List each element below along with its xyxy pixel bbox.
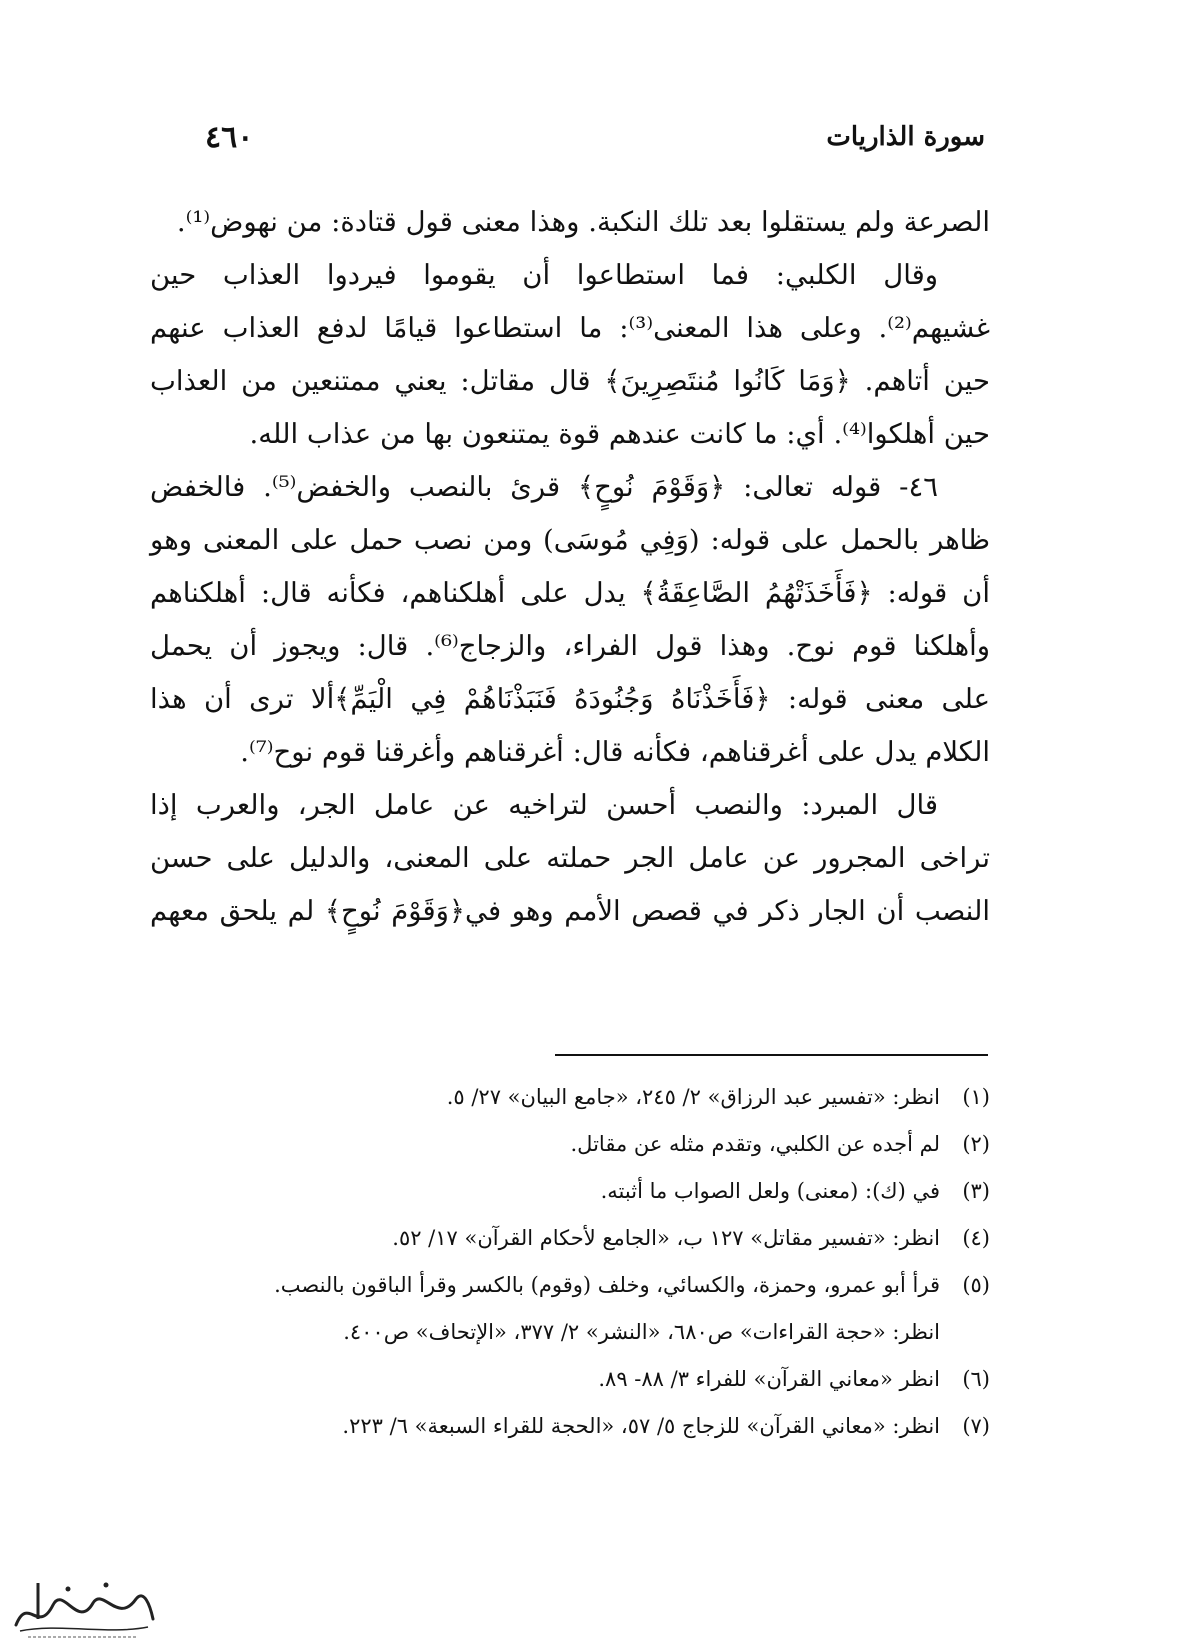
footnote-number: (٦) [962, 1367, 990, 1391]
footnote-continuation: انظر: «حجة القراءات» ص٦٨٠، «النشر» ٢/ ٣٧٧، «الإتحاف» ص٤٠٠. [343, 1320, 940, 1344]
footnote-number: (٧) [962, 1414, 990, 1438]
footnote [190, 1403, 990, 1450]
footnote-text: قرأ أبو عمرو، وحمزة، والكسائي، وخلف (وقوم) بالكسر وقرأ الباقون بالنصب. [274, 1273, 940, 1297]
surah-title: سورة الذاريات [826, 122, 985, 152]
footnote-text: انظر: «تفسير مقاتل» ١٢٧ ب، «الجامع لأحكام القرآن» ١٧/ ٥٢. [392, 1226, 940, 1250]
text-line: الصرعة ولم يستقلوا بعد تلك النكبة. وهذا معنى قول قتادة: من نهوض⁽¹⁾. [176, 206, 990, 238]
text-line: ظاهر بالحمل على قوله: (وَفِي مُوسَى) ومن نصب حمل على المعنى وهو [150, 524, 990, 556]
text-line: حين أهلكوا⁽⁴⁾. أي: ما كانت عندهم قوة يمتنعون بها من عذاب الله. [249, 418, 990, 450]
footnote [190, 1262, 990, 1309]
footnote-number: (٣) [962, 1179, 990, 1203]
footnote-number: (٢) [962, 1132, 990, 1156]
text-line: غشيهم⁽²⁾. وعلى هذا المعنى⁽³⁾: ما استطاعوا قيامًا لدفع العذاب عنهم [150, 312, 990, 344]
footnote-text: انظر «معاني القرآن» للفراء ٣/ ٨٨- ٨٩. [598, 1367, 940, 1391]
text-line: حين أتاهم. ﴿وَمَا كَانُوا مُنتَصِرِينَ﴾ قال مقاتل: يعني ممتنعين من العذاب [150, 365, 990, 397]
text-line: على معنى قوله: ﴿فَأَخَذْنَاهُ وَجُنُودَهُ فَنَبَذْنَاهُمْ فِي الْيَمِّ﴾ألا ترى أن هذا [150, 683, 990, 715]
footnote-text: لم أجده عن الكلبي، وتقدم مثله عن مقاتل. [570, 1132, 940, 1156]
text-line: وقال الكلبي: فما استطاعوا أن يقوموا فيردوا العذاب حين [150, 259, 938, 291]
footnote-number: (١) [962, 1085, 990, 1109]
page-header [205, 112, 985, 162]
footnote [190, 1356, 990, 1403]
footnote-number: (٥) [962, 1273, 990, 1297]
text-line: ٤٦- قوله تعالى: ﴿وَقَوْمَ نُوحٍ﴾ قرئ بالنصب والخفض⁽⁵⁾. فالخفض [150, 471, 938, 503]
footnote-text: في (ك): (معنى) ولعل الصواب ما أثبته. [600, 1179, 940, 1203]
page-number: ٤٦٠ [205, 119, 254, 155]
text-line: تراخى المجرور عن عامل الجر حملته على المعنى، والدليل على حسن [150, 842, 990, 874]
footnote-divider [555, 1054, 988, 1056]
main-text [150, 196, 990, 938]
footnote [190, 1168, 990, 1215]
text-line: النصب أن الجار ذكر في قصص الأمم وهو في﴿وَقَوْمَ نُوحٍ﴾ لم يلحق معهم [150, 895, 990, 927]
footnotes [190, 1074, 990, 1450]
footnote-number: (٤) [962, 1226, 990, 1250]
text-line: قال المبرد: والنصب أحسن لتراخيه عن عامل الجر، والعرب إذا [150, 789, 938, 821]
footnote [190, 1215, 990, 1262]
footnote-text: انظر: «تفسير عبد الرزاق» ٢/ ٢٤٥، «جامع البيان» ٢٧/ ٥. [446, 1085, 940, 1109]
text-line: وأهلكنا قوم نوح. وهذا قول الفراء، والزجاج⁽⁶⁾. قال: ويجوز أن يحمل [150, 630, 991, 662]
footnote-text: انظر: «معاني القرآن» للزجاج ٥/ ٥٧، «الحجة للقراء السبعة» ٦/ ٢٢٣. [342, 1414, 940, 1438]
text-line: الكلام يدل على أغرقناهم، فكأنه قال: أغرقناهم وأغرقنا قوم نوح⁽⁷⁾. [240, 736, 990, 768]
publisher-logo [8, 1575, 158, 1643]
text-line: أن قوله: ﴿فَأَخَذَتْهُمُ الصَّاعِقَةُ﴾ يدل على أهلكناهم، فكأنه قال: أهلكناهم [150, 577, 990, 609]
footnote [190, 1121, 990, 1168]
footnote [190, 1074, 990, 1121]
